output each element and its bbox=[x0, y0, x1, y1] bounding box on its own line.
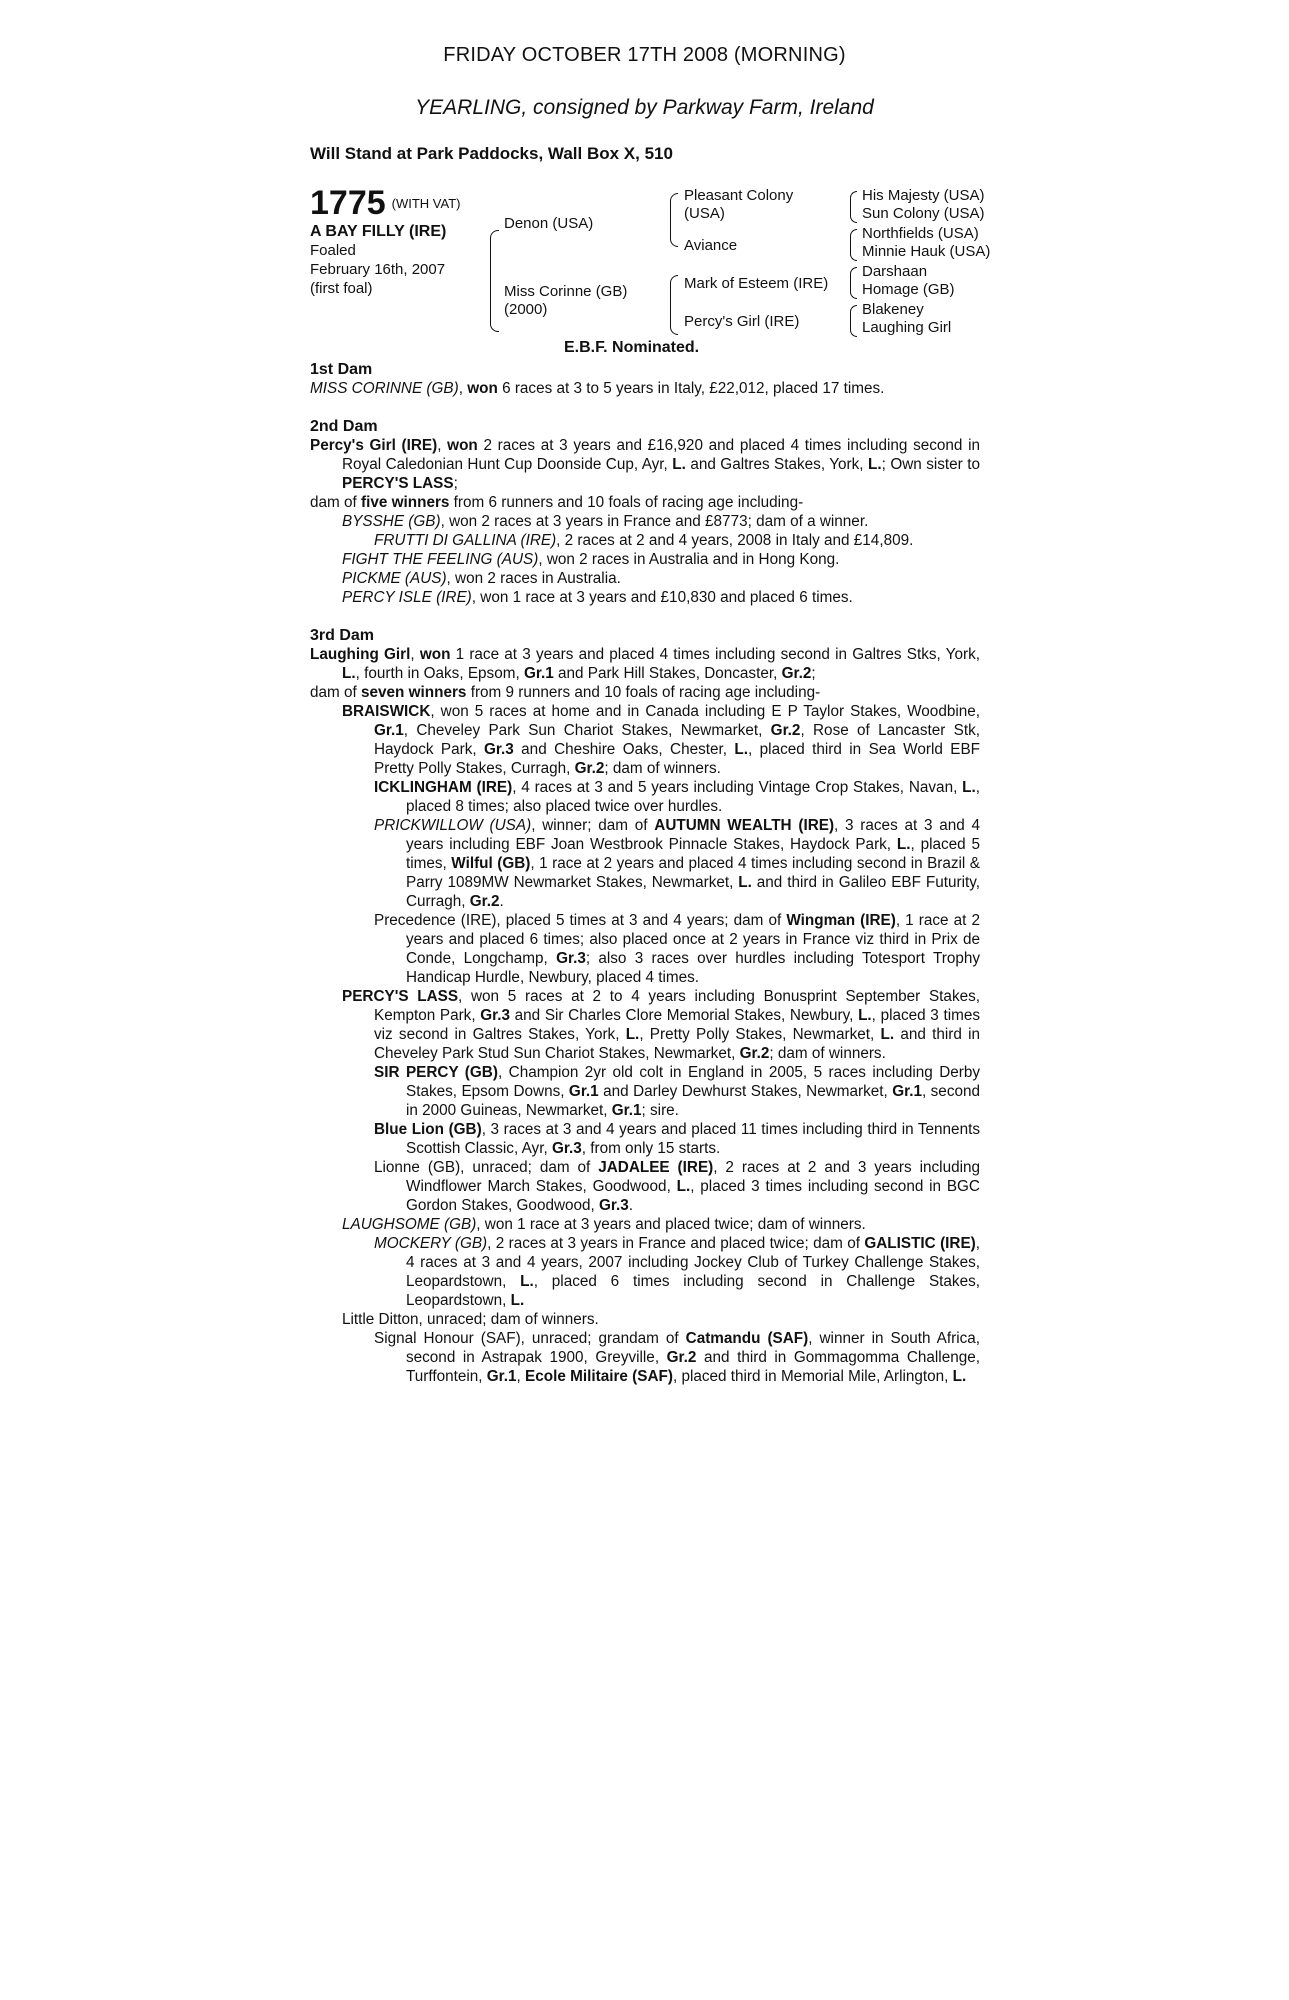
record-text: , Rose of Lancaster Stk, Haydock Park, bbox=[374, 722, 980, 758]
record-text: 6 races at 3 to 5 years in Italy, £22,012, placed 17 times. bbox=[497, 380, 885, 397]
winners-count: five winners bbox=[361, 494, 450, 511]
record-text: , won 5 races at home and in Canada including E P Taylor Stakes, Woodbine, bbox=[430, 703, 980, 720]
horse-name: PICKME (AUS) bbox=[342, 570, 447, 587]
group-mark: Gr.3 bbox=[599, 1197, 629, 1214]
won-word: won bbox=[419, 646, 451, 663]
record-text: and third in Galileo EBF Futurity, Curragh, bbox=[406, 874, 980, 910]
record-text: dam of bbox=[310, 684, 362, 701]
record-text: , placed third in Sea World EBF Pretty Polly Stakes, Curragh, bbox=[374, 741, 980, 777]
brace-g2 bbox=[850, 229, 857, 261]
record-text: , 1 race at 2 years and placed 6 times; also placed once at 2 years in France viz third in Prix de Conde, Longchamp, bbox=[406, 912, 980, 967]
dam-year: (2000) bbox=[504, 301, 548, 318]
record-text: , won 1 race at 3 years and £10,830 and placed 6 times. bbox=[471, 589, 853, 606]
record-text: , won 5 races at 2 to 4 years including Bonusprint September Stakes, Kempton Park, bbox=[374, 988, 980, 1024]
record-text: Precedence (IRE), placed 5 times at 3 and 4 years; dam of bbox=[374, 912, 787, 929]
record-text: and Sir Charles Clore Memorial Stakes, Newbury, bbox=[510, 1007, 859, 1024]
horse-name: AUTUMN WEALTH (IRE) bbox=[654, 817, 835, 834]
foal-note: (first foal) bbox=[310, 280, 373, 297]
third-dam-name: Laughing Girl bbox=[310, 646, 411, 663]
listed-mark: L. bbox=[510, 1292, 525, 1309]
horse-name: Ecole Militaire (SAF) bbox=[525, 1368, 673, 1385]
listed-mark: L. bbox=[625, 1026, 640, 1043]
brace-dam-side bbox=[670, 275, 678, 335]
horse-name: MOCKERY (GB) bbox=[374, 1235, 488, 1252]
group-mark: Gr.3 bbox=[551, 1140, 582, 1157]
group-mark: Gr.2 bbox=[574, 760, 605, 777]
horse-name: PRICKWILLOW (USA) bbox=[374, 817, 532, 834]
horse-name: Catmandu (SAF) bbox=[685, 1330, 809, 1347]
listed-mark: L. bbox=[520, 1273, 534, 1290]
group-mark: Gr.1 bbox=[568, 1083, 599, 1100]
produce-item-laughsome bbox=[310, 1215, 980, 1234]
horse-name: Blue Lion (GB) bbox=[374, 1121, 482, 1138]
horse-name: GALISTIC (IRE) bbox=[864, 1235, 976, 1252]
sale-date: FRIDAY OCTOBER 17TH 2008 (MORNING) bbox=[443, 44, 846, 66]
record-text: , 2 races at 3 years in France and placed twice; dam of bbox=[487, 1235, 865, 1252]
record-text: from 9 runners and 10 foals of racing age including- bbox=[466, 684, 821, 701]
foaled-date: February 16th, 2007 bbox=[310, 261, 446, 278]
grand-2: Sun Colony (USA) bbox=[862, 205, 985, 222]
produce-item-little-ditton bbox=[310, 1310, 980, 1329]
produce-record bbox=[310, 360, 980, 1386]
record-text: , 4 races at 3 and 4 years, 2007 including Jockey Club of Turkey Challenge Stakes, Leopardstown, bbox=[406, 1235, 981, 1290]
produce-item bbox=[310, 512, 980, 531]
horse-name: PERCY'S LASS bbox=[342, 988, 459, 1005]
brace-g3 bbox=[850, 267, 857, 299]
listed-mark: L. bbox=[952, 1368, 967, 1385]
first-dam-name: MISS CORINNE (GB) bbox=[310, 380, 459, 397]
grand-7: Blakeney bbox=[862, 301, 924, 318]
record-text: , Champion 2yr old colt in England in 2005, 5 races including Derby Stakes, Epsom Downs, bbox=[406, 1064, 980, 1100]
sire-sire-country: (USA) bbox=[684, 205, 725, 222]
sire-dam: Aviance bbox=[684, 237, 738, 254]
produce-item-prickwillow bbox=[310, 816, 980, 911]
record-text: ; Own sister to bbox=[881, 456, 980, 473]
sister-name: PERCY'S LASS bbox=[342, 475, 454, 492]
group-mark: Gr.2 bbox=[770, 722, 801, 739]
record-text: dam of bbox=[310, 494, 362, 511]
lot-name: A BAY FILLY (IRE) bbox=[310, 223, 447, 240]
grand-8: Laughing Girl bbox=[862, 319, 952, 336]
group-mark: Gr.1 bbox=[486, 1368, 517, 1385]
listed-mark: L. bbox=[962, 779, 976, 796]
third-dam-title: 3rd Dam bbox=[310, 627, 375, 644]
brace-g4 bbox=[850, 305, 857, 337]
group-mark: Gr.3 bbox=[484, 741, 514, 758]
record-text: ; sire. bbox=[641, 1102, 679, 1119]
record-text: and Park Hill Stakes, Doncaster, bbox=[553, 665, 782, 682]
produce-item bbox=[310, 588, 980, 607]
third-dam-record: Laughing Girl, won 1 race at 3 years and placed 4 times including second in Galtres Stks, York, L., fourth in Oaks, Epsom, Gr.1 and Park Hill Stakes, Doncaster, Gr.2; bbox=[310, 646, 980, 682]
listed-mark: L. bbox=[676, 1178, 691, 1195]
record-text: 2 races at 3 years and £16,920 and placed 4 times including second in Royal Caledonian Hunt Cup Doonside Cup, Ayr, bbox=[342, 437, 980, 473]
horse-name: PERCY ISLE (IRE) bbox=[342, 589, 472, 606]
produce-item-braiswick bbox=[310, 702, 980, 778]
record-text: , placed 5 times, bbox=[406, 836, 980, 872]
produce-item-mockery bbox=[310, 1234, 980, 1310]
record-text: and Darley Dewhurst Stakes, Newmarket, bbox=[598, 1083, 893, 1100]
third-dam-produce bbox=[310, 683, 980, 702]
record-text: , second in 2000 Guineas, Newmarket, bbox=[406, 1083, 980, 1119]
brace-g1 bbox=[850, 191, 857, 223]
horse-name: FIGHT THE FEELING (AUS) bbox=[342, 551, 539, 568]
produce-item-icklingham bbox=[310, 778, 980, 816]
second-dam-record: Percy's Girl (IRE), won 2 races at 3 years and £16,920 and placed 4 times including second in Royal Caledonian Hunt Cup Doonside Cup, Ayr, L. and Galtres Stakes, York, L.; Own sister to PERCY'S LASS; bbox=[310, 437, 980, 492]
produce-item bbox=[310, 550, 980, 569]
record-text: , won 2 races in Australia and in Hong Kong. bbox=[538, 551, 840, 568]
horse-name: ICKLINGHAM (IRE) bbox=[374, 779, 513, 796]
produce-item-precedence bbox=[310, 911, 980, 987]
horse-name: JADALEE (IRE) bbox=[598, 1159, 714, 1176]
lot-vat: (WITH VAT) bbox=[391, 196, 461, 211]
grand-6: Homage (GB) bbox=[862, 281, 955, 298]
record-text: , placed third in Memorial Mile, Arlington, bbox=[672, 1368, 953, 1385]
record-text: and Cheshire Oaks, Chester, bbox=[513, 741, 735, 758]
record-text: ; bbox=[453, 475, 458, 492]
first-dam-record: MISS CORINNE (GB), won 6 races at 3 to 5 years in Italy, £22,012, placed 17 times. bbox=[310, 380, 885, 397]
record-text: ; also 3 races over hurdles including Totesport Trophy Handicap Hurdle, Newbury, placed 4 times. bbox=[406, 950, 980, 986]
listed-mark: L. bbox=[734, 741, 749, 758]
record-text: ; dam of winners. bbox=[604, 760, 721, 777]
record-text: , won 2 races at 3 years in France and £8773; dam of a winner. bbox=[440, 513, 869, 530]
record-text: , bbox=[516, 1368, 526, 1385]
listed-mark: L. bbox=[880, 1026, 895, 1043]
produce-item-signal-honour bbox=[310, 1329, 980, 1386]
dam-dam: Percy's Girl (IRE) bbox=[684, 313, 800, 330]
second-dam-name: Percy's Girl (IRE) bbox=[310, 437, 438, 454]
listed-mark: L. bbox=[738, 874, 752, 891]
record-text: , from only 15 starts. bbox=[581, 1140, 721, 1157]
produce-item-percys-lass bbox=[310, 987, 980, 1063]
produce-item-blue-lion bbox=[310, 1120, 980, 1158]
record-text: . bbox=[628, 1197, 634, 1214]
listed-mark: L. bbox=[868, 456, 882, 473]
record-text: ; dam of winners. bbox=[769, 1045, 886, 1062]
group-mark: Gr.1 bbox=[892, 1083, 922, 1100]
listed-mark: L. bbox=[896, 836, 911, 853]
group-mark: Gr.1 bbox=[523, 665, 554, 682]
record-text: , 1 race at 2 years and placed 4 times including second in Brazil & Parry 1089MW Newmarket Stakes, Newmarket, bbox=[406, 855, 981, 891]
brace-sire-side bbox=[670, 193, 678, 247]
produce-item-sir-percy bbox=[310, 1063, 980, 1120]
group-mark: Gr.2 bbox=[781, 665, 812, 682]
record-text: and Galtres Stakes, York, bbox=[685, 456, 868, 473]
listed-mark: L. bbox=[858, 1007, 872, 1024]
record-text: from 6 runners and 10 foals of racing age including- bbox=[449, 494, 804, 511]
won-word: won bbox=[467, 380, 498, 397]
record-text: , placed 8 times; also placed twice over hurdles. bbox=[406, 779, 980, 815]
grand-1: His Majesty (USA) bbox=[862, 187, 985, 204]
horse-name: SIR PERCY (GB) bbox=[374, 1064, 498, 1081]
consignment-line: YEARLING, consigned by Parkway Farm, Ireland bbox=[415, 96, 874, 119]
horse-name: BRAISWICK bbox=[342, 703, 431, 720]
horse-name: BYSSHE (GB) bbox=[342, 513, 441, 530]
record-text: , fourth in Oaks, Epsom, bbox=[355, 665, 524, 682]
record-text: , Cheveley Park Sun Chariot Stakes, Newmarket, bbox=[403, 722, 771, 739]
pedigree-block bbox=[310, 185, 1010, 355]
record-text: . bbox=[499, 893, 504, 910]
horse-name: Wingman (IRE) bbox=[786, 912, 896, 929]
grand-3: Northfields (USA) bbox=[862, 225, 979, 242]
stand-location: Will Stand at Park Paddocks, Wall Box X, 510 bbox=[310, 144, 673, 163]
record-text: , won 1 race at 3 years and placed twice; dam of winners. bbox=[476, 1216, 866, 1233]
produce-item bbox=[310, 531, 980, 550]
record-text: and third in Cheveley Park Stud Sun Chariot Stakes, Newmarket, bbox=[374, 1026, 980, 1062]
record-text: , 2 races at 2 and 4 years, 2008 in Italy and £14,809. bbox=[556, 532, 914, 549]
sire: Denon (USA) bbox=[504, 215, 594, 232]
ebf-note: E.B.F. Nominated. bbox=[564, 339, 700, 356]
record-text: Signal Honour (SAF), unraced; grandam of bbox=[374, 1330, 686, 1347]
dam: Miss Corinne (GB) bbox=[504, 283, 628, 300]
record-text: , winner; dam of bbox=[531, 817, 655, 834]
group-mark: Gr.3 bbox=[480, 1007, 510, 1024]
record-text: ; bbox=[811, 665, 816, 682]
record-text: , won 2 races in Australia. bbox=[446, 570, 621, 587]
second-dam-title: 2nd Dam bbox=[310, 418, 378, 435]
dam-sire: Mark of Esteem (IRE) bbox=[684, 275, 829, 292]
record-text: , placed 6 times including second in Challenge Stakes, Leopardstown, bbox=[406, 1273, 980, 1309]
record-text: , 3 races at 3 and 4 years and placed 11 times including third in Tennents Scottish Classic, Ayr, bbox=[406, 1121, 980, 1157]
lot-number: 1775 bbox=[310, 184, 386, 222]
group-mark: Gr.2 bbox=[739, 1045, 770, 1062]
brace-first-gen bbox=[490, 230, 499, 332]
grand-4: Minnie Hauk (USA) bbox=[862, 243, 991, 260]
grand-5: Darshaan bbox=[862, 263, 928, 280]
lot-info bbox=[310, 185, 460, 298]
horse-name: LAUGHSOME (GB) bbox=[342, 1216, 477, 1233]
group-mark: Gr.2 bbox=[469, 893, 500, 910]
group-mark: Gr.1 bbox=[374, 722, 404, 739]
record-text: , placed 3 times including second in BGC Gordon Stakes, Goodwood, bbox=[406, 1178, 980, 1214]
horse-name: Wilful (GB) bbox=[451, 855, 531, 872]
group-mark: Gr.2 bbox=[666, 1349, 697, 1366]
record-text: , winner in South Africa, second in Astrapak 1900, Greyville, bbox=[406, 1330, 980, 1366]
second-dam-produce bbox=[310, 493, 980, 512]
record-text: , 3 races at 3 and 4 years including EBF Joan Westbrook Pinnacle Stakes, Haydock Park, bbox=[406, 817, 981, 853]
record-text: Lionne (GB), unraced; dam of bbox=[374, 1159, 599, 1176]
record-text: , Pretty Polly Stakes, Newmarket, bbox=[639, 1026, 881, 1043]
group-mark: Gr.1 bbox=[611, 1102, 642, 1119]
record-text: , 4 races at 3 and 5 years including Vintage Crop Stakes, Navan, bbox=[512, 779, 963, 796]
record-text: and third in Gommagomma Challenge, Turffontein, bbox=[406, 1349, 980, 1385]
record-text: 1 race at 3 years and placed 4 times including second in Galtres Stks, York, bbox=[450, 646, 980, 663]
record-text: , 2 races at 2 and 3 years including Windflower March Stakes, Goodwood, bbox=[406, 1159, 980, 1195]
horse-name: FRUTTI DI GALLINA (IRE) bbox=[374, 532, 557, 549]
foaled-label: Foaled bbox=[310, 242, 356, 259]
winners-count: seven winners bbox=[361, 684, 467, 701]
sire-sire: Pleasant Colony bbox=[684, 187, 794, 204]
group-mark: Gr.3 bbox=[556, 950, 586, 967]
won-word: won bbox=[447, 437, 478, 454]
produce-item bbox=[310, 569, 980, 588]
produce-item-lionne bbox=[310, 1158, 980, 1215]
listed-mark: L. bbox=[342, 665, 356, 682]
listed-mark: L. bbox=[672, 456, 686, 473]
record-text: Little Ditton, unraced; dam of winners. bbox=[342, 1311, 599, 1328]
record-text: , placed 3 times viz second in Galtres Stakes, York, bbox=[374, 1007, 980, 1043]
first-dam-title: 1st Dam bbox=[310, 361, 373, 378]
